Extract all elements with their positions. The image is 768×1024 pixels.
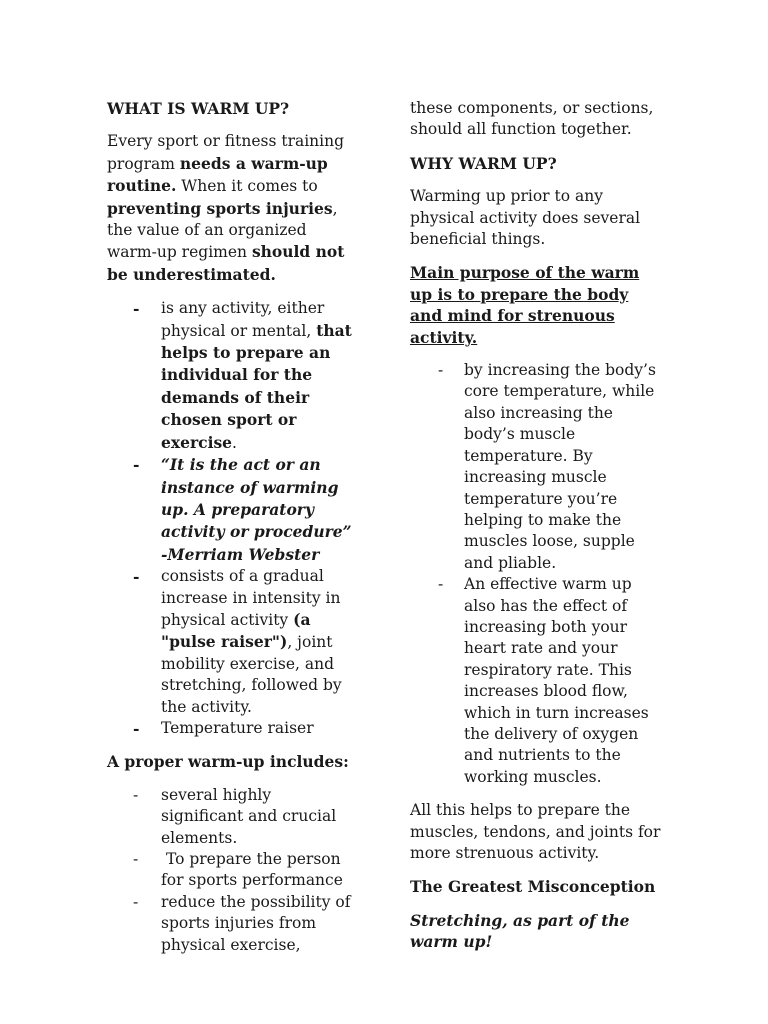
quote-attribution: -Merriam Webster [161, 544, 320, 564]
dash-bullet: - [133, 455, 140, 475]
dash-bullet: - [133, 299, 140, 319]
bullet-text-end: . [232, 433, 237, 452]
bullet-text: consists of a gradual increase in intensity in physical activity [161, 567, 341, 629]
continuation-paragraph: these components, or sections, should all function together. [410, 99, 654, 139]
dictionary-quote: “It is the act or an instance of warming up. A preparatory activity or procedure” [161, 455, 352, 542]
main-purpose-statement: Main purpose of the warm up is to prepare the body and mind for strenuous activity. [410, 263, 640, 347]
intro-bold-1: needs a warm-up routine. [107, 153, 328, 196]
list-item [107, 566, 357, 718]
list-item [107, 718, 357, 739]
benefits-list [410, 360, 665, 788]
dash-bullet: - [133, 785, 139, 804]
intro-bold-3: should not be underestimated. [107, 242, 345, 284]
list-item [107, 892, 357, 956]
why-intro-paragraph: Warming up prior to any physical activity does several beneficial things. [410, 187, 641, 249]
left-column [107, 98, 357, 968]
intro-paragraph [107, 131, 357, 286]
list-item [410, 574, 665, 788]
summary-paragraph: All this helps to prepare the muscles, tendons, and joints for more strenuous activity. [410, 801, 661, 862]
bullet-text: by increasing the body’s core temperature, while also increasing the body’s muscle temperature. By increasing muscle temperature you’re helping to make the muscles loose, supple and pliable. [464, 361, 656, 572]
right-column [410, 98, 665, 965]
bullet-bold-text: (a "pulse raiser") [161, 609, 311, 652]
list-item [107, 785, 357, 849]
dash-bullet: - [438, 361, 444, 380]
includes-list [107, 785, 357, 956]
bullet-bold-text: that helps to prepare an individual for the demands of their chosen sport or exercise [161, 320, 352, 452]
intro-text-2: When it comes to [176, 177, 318, 196]
bullet-text: To prepare the person for sports performance [161, 850, 346, 890]
includes-heading: A proper warm-up includes: [107, 752, 349, 772]
intro-text-1: Every sport or fitness training program [107, 132, 345, 173]
bullet-text-end: , joint mobility exercise, and stretching, followed by the activity. [161, 633, 342, 716]
intro-bold-2: preventing sports injuries [107, 198, 333, 218]
misconception-text: Stretching, as part of the warm up! [410, 910, 630, 952]
misconception-heading: The Greatest Misconception [410, 877, 656, 897]
list-item [107, 454, 357, 566]
dash-bullet: - [438, 575, 444, 594]
bullet-text: An effective warm up also has the effect of increasing both your heart rate and your respiratory rate. This increases blood flow, which in turn increases the delivery of oxygen and nutrients to the working muscles. [464, 575, 649, 786]
list-item [107, 849, 357, 892]
bullet-text: is any activity, either physical or mental, [161, 299, 325, 340]
dash-bullet: - [133, 850, 139, 868]
dash-bullet: - [133, 892, 139, 911]
bullet-text: several highly significant and crucial elements. [161, 785, 337, 847]
bullet-text: reduce the possibility of sports injuries from physical exercise, [161, 892, 351, 954]
dash-bullet: - [133, 567, 140, 587]
dash-bullet: - [133, 718, 140, 738]
list-item [107, 298, 357, 454]
why-warm-up-heading: WHY WARM UP? [410, 153, 557, 173]
what-is-warm-up-heading: WHAT IS WARM UP? [107, 99, 290, 118]
intro-text-3: , the value of an organized warm-up regimen [107, 199, 338, 262]
definition-list [107, 298, 357, 739]
bullet-text: Temperature raiser [161, 718, 314, 737]
list-item [410, 360, 665, 574]
